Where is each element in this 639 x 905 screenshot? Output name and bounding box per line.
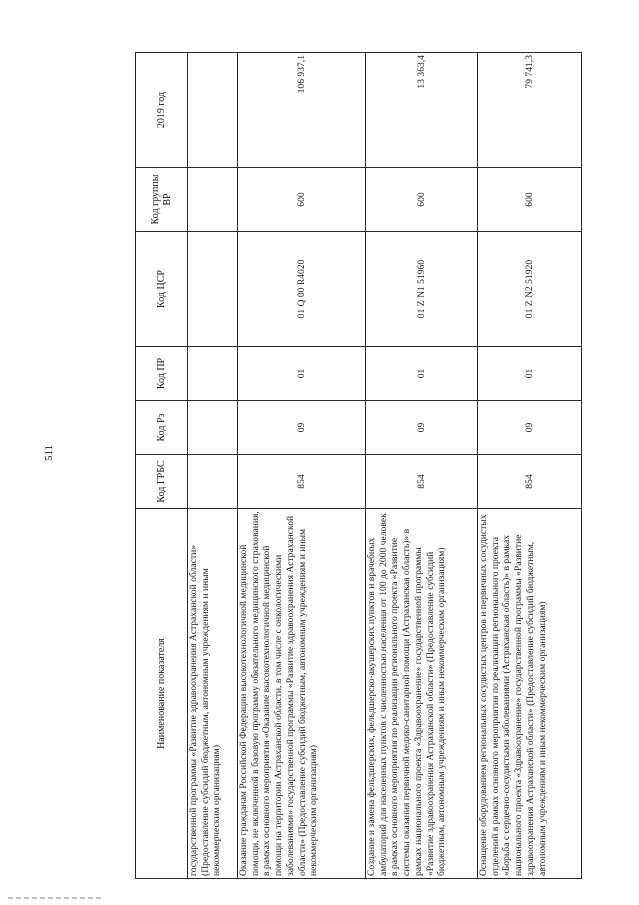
row-pr [188,347,238,401]
row-name: государственной программы «Развитие здравоохранения Астраханской области» (Предоставление субсидий бюджетным, автономным учреждениям и иным некоммерческим организациям) [188,509,238,879]
rotated-table-container [135,53,548,879]
row-vr [188,168,238,232]
header-name: Наименование показателя [136,509,188,879]
row-rz: 09 [478,401,582,455]
row-pr: 01 [478,347,582,401]
row-pr: 01 [366,347,478,401]
row-amount [188,53,238,168]
page-number: 511 [43,444,55,462]
row-csr [188,232,238,347]
row-csr: 01 Q 00 R4020 [238,232,366,347]
row-vr: 600 [238,168,366,232]
header-row [136,53,188,879]
scan-artifact-mark [8,897,103,899]
row-amount: 106 937,1 [238,53,366,168]
row-name: Оснащение оборудованием региональных сосудистых центров и первичных сосудистых отделений в рамках основного мероприятия по реализации регионального проекта «Борьба с сердечно-сосудистыми заболеваниями (Астраханская область)» в рамках национального проекта «Здравоохранение» государственной программы «Развитие здравоохранения Астраханской области» (Предоставление субсидий бюджетным, автономным учреждениям и иным некоммерческим организациям) [478,509,582,879]
budget-table [135,52,582,879]
row-csr: 01 Z N2 51920 [478,232,582,347]
header-rz: Код Рз [136,401,188,455]
row-grbs: 854 [238,455,366,509]
row-name: Оказание гражданам Российской Федерации высокотехнологичной медицинской помощи, не включенной в базовую программу обязательного медицинского страхования, в рамках основного мероприятия «Оказание высокотехнологичной медицинской помощи на территории Астраханской области, в том числе с онкологическими заболеваниями» государственной программы «Развитие здравоохранения Астраханской области» (Предоставление субсидий бюджетным, автономным учреждениям и иным некоммерческим организациям) [238,509,366,879]
header-csr: Код ЦСР [136,232,188,347]
row-amount: 79 741,3 [478,53,582,168]
row-csr: 01 Z N1 51960 [366,232,478,347]
row-grbs: 854 [478,455,582,509]
header-pr: Код ПР [136,347,188,401]
header-year: 2019 год [136,53,188,168]
table-row [238,53,366,879]
row-name: Создание и замена фельдшерских, фельдшерско-акушерских пунктов и врачебных амбулаторий для населенных пунктов с численностью населения от 100 до 2000 человек в рамках основного мероприятия по реализации регионального проекта «Развитие системы оказания первичной медико-санитарной помощи (Астраханская область)» в рамках национального проекта «Здравоохранение» государственной программы «Развитие здравоохранения Астраханской области» (Предоставление субсидий бюджетным, автономным учреждениям и иным некоммерческим организациям) [366,509,478,879]
row-amount: 13 363,4 [366,53,478,168]
row-rz [188,401,238,455]
table-row [366,53,478,879]
budget-table-frame [135,53,548,879]
row-vr: 600 [366,168,478,232]
row-pr: 01 [238,347,366,401]
header-grbs: Код ГРБС [136,455,188,509]
table-row [188,53,238,879]
row-rz: 09 [366,401,478,455]
header-vr: Код группы ВР [136,168,188,232]
table-row [478,53,582,879]
row-grbs: 854 [366,455,478,509]
row-grbs [188,455,238,509]
row-vr: 600 [478,168,582,232]
row-rz: 09 [238,401,366,455]
